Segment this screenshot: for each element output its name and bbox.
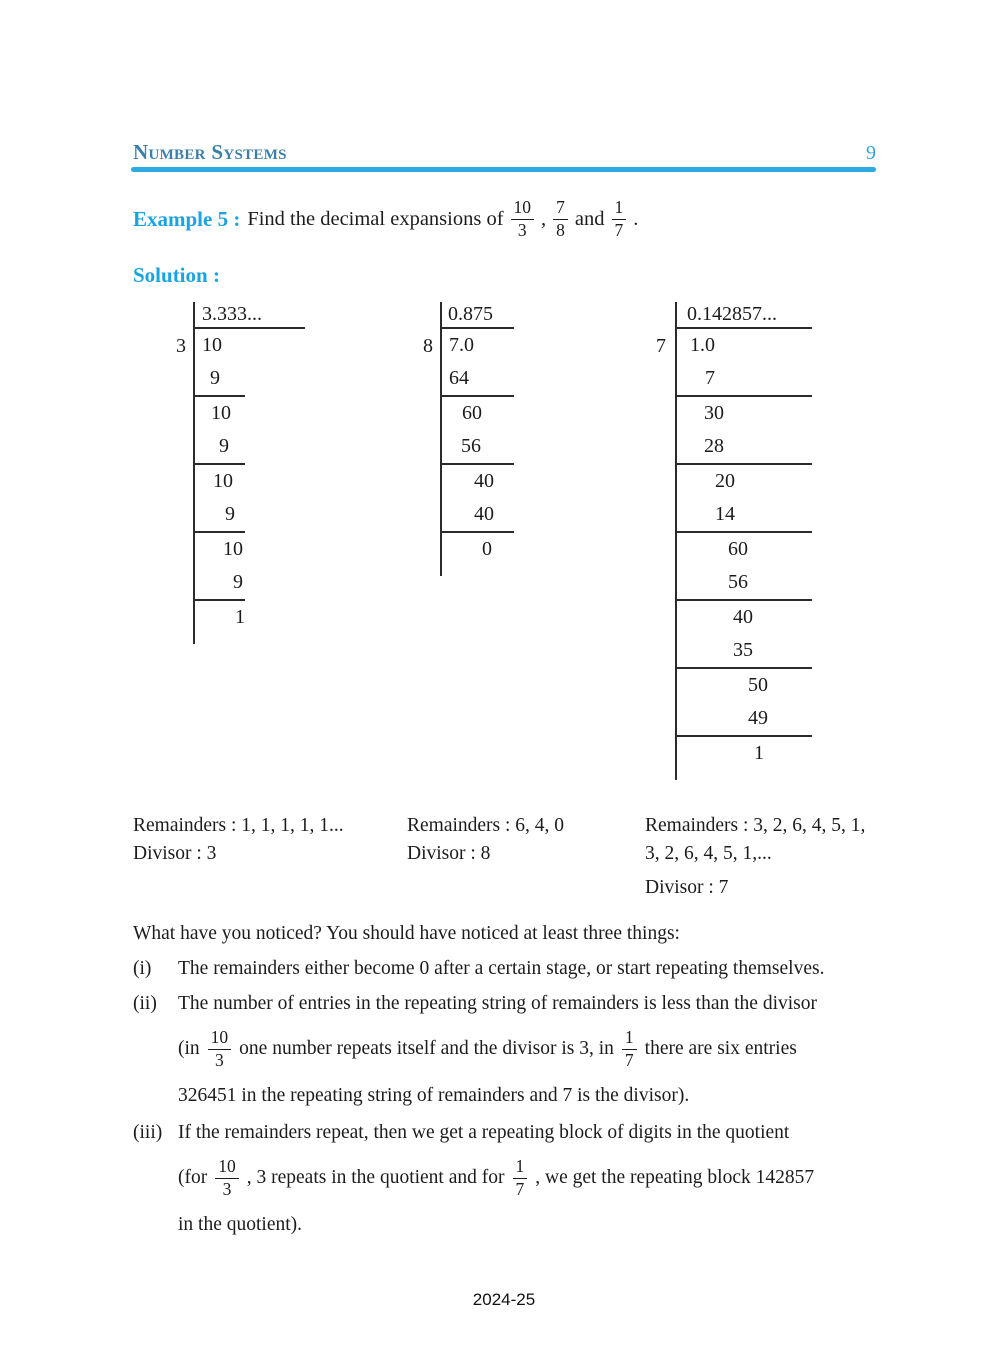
solution-heading (133, 263, 220, 288)
discussion-intro: What have you noticed? You should have noticed at least three things: (133, 923, 680, 944)
fraction-denominator: 3 (215, 1049, 224, 1070)
division-quotient: 0.142857... (687, 303, 777, 325)
text-segment: , 3 repeats in the quotient and for (246, 1167, 505, 1188)
division-divisor: 7 (656, 335, 666, 357)
subtrahend-digit: 56 (728, 571, 748, 593)
subtrahend-digit: 9 (225, 503, 235, 525)
long-division-1-by-7 (656, 302, 812, 780)
chapter-title: Number Systems (133, 140, 287, 164)
divisor-note: Divisor : 7 (645, 877, 729, 898)
example-label: Example 5 : (133, 206, 241, 231)
observation-ii (133, 986, 881, 1115)
remainders-list: Remainders : 3, 2, 6, 4, 5, 1, (645, 815, 866, 836)
division-work-column (675, 302, 812, 780)
division-work-column (193, 302, 305, 644)
long-division-7-by-8 (423, 302, 514, 576)
dividend-digit: 20 (715, 470, 735, 492)
item-text-line-3: 326451 in the repeating string of remainders and 7 is the divisor). (178, 1085, 690, 1106)
divisor-note: Divisor : 8 (407, 842, 491, 864)
subtrahend-digit: 7 (705, 367, 715, 389)
fraction-numerator: 1 (513, 1157, 528, 1179)
subtrahend-digit: 28 (704, 435, 724, 457)
item-text-line-3: in the quotient). (178, 1214, 303, 1235)
fraction-numerator: 1 (612, 198, 627, 220)
remainder-digit: 1 (754, 742, 764, 764)
dividend-digit: 30 (704, 402, 724, 424)
remainders-list: Remainders : 6, 4, 0 (407, 815, 565, 836)
long-division-10-by-3 (176, 302, 305, 644)
subtrahend-digit: 35 (733, 639, 753, 661)
remainder-digit: 0 (482, 538, 492, 560)
subtrahend-digit: 49 (748, 707, 768, 729)
item-text-line-1: If the remainders repeat, then we get a repeating block of digits in the quotient (178, 1122, 790, 1143)
example-5-statement (133, 198, 876, 240)
text-segment: there are six entries (644, 1038, 797, 1059)
fraction-denominator: 3 (222, 1178, 232, 1199)
example-text: Find the decimal expansions of (247, 207, 504, 230)
header-rule-divider (131, 167, 876, 172)
dividend-digit: 50 (748, 674, 768, 696)
item-text-line-2 (178, 1021, 881, 1077)
fraction-denominator: 7 (515, 1178, 525, 1199)
subtrahend-digit: 9 (210, 367, 220, 389)
long-division-diagrams (133, 302, 876, 807)
remainders-list-continued: 3, 2, 6, 4, 5, 1,... (645, 842, 772, 864)
remainder-digit: 1 (235, 606, 245, 628)
fraction-denominator: 3 (517, 219, 527, 240)
division-work-column (440, 302, 514, 576)
item-text: The remainders either become 0 after a certain stage, or start repeating themselves. (178, 958, 825, 979)
dividend-digit: 60 (728, 538, 748, 560)
division-quotient: 3.333... (202, 303, 262, 325)
division-divisor: 3 (176, 335, 186, 357)
division-quotient: 0.875 (448, 303, 493, 325)
discussion-section (133, 916, 881, 1244)
dividend-digit: 10 (211, 402, 231, 424)
dividend-digit: 10 (223, 538, 243, 560)
fraction-10-over-3 (215, 1157, 239, 1199)
remainders-col-1 (133, 812, 344, 867)
item-text-line-2 (178, 1150, 881, 1206)
subtrahend-digit: 9 (233, 571, 243, 593)
remainders-list: Remainders : 1, 1, 1, 1, 1... (133, 815, 344, 836)
fraction-10-over-3 (511, 198, 535, 240)
item-text-line-1: The number of entries in the repeating string of remainders is less than the divisor (178, 993, 817, 1014)
fraction-7-over-8 (553, 198, 568, 240)
period: . (633, 207, 639, 230)
remainders-col-3 (645, 812, 865, 902)
fraction-10-over-3 (208, 1028, 232, 1070)
division-divisor: 8 (423, 335, 433, 357)
page-header (133, 140, 876, 165)
fraction-numerator: 10 (215, 1157, 239, 1179)
fraction-numerator: 1 (622, 1028, 637, 1050)
subtrahend-digit: 14 (715, 503, 735, 525)
fraction-1-over-7 (612, 198, 627, 240)
dividend-digit: 1.0 (690, 334, 715, 356)
subtrahend-digit: 40 (474, 503, 494, 525)
dividend-digit: 7.0 (449, 334, 474, 356)
item-label: (iii) (133, 1122, 163, 1143)
dividend-digit: 10 (213, 470, 233, 492)
dividend-digit: 40 (474, 470, 494, 492)
and-word: and (574, 207, 605, 230)
text-segment: (in (178, 1038, 200, 1059)
fraction-denominator: 7 (624, 1049, 634, 1070)
fraction-1-over-7 (622, 1028, 637, 1070)
remainders-summary (133, 812, 883, 912)
page-number: 9 (866, 142, 876, 164)
session-year-footer: 2024-25 (472, 1290, 536, 1309)
text-segment: , we get the repeating block 142857 (535, 1167, 815, 1188)
fraction-numerator: 10 (511, 198, 535, 220)
fraction-denominator: 8 (556, 219, 565, 240)
subtrahend-digit: 56 (461, 435, 481, 457)
dividend-digit: 60 (462, 402, 482, 424)
observation-iii (133, 1115, 881, 1244)
fraction-1-over-7 (513, 1157, 528, 1199)
subtrahend-digit: 9 (219, 435, 229, 457)
dividend-digit: 10 (202, 334, 222, 356)
dividend-digit: 40 (733, 606, 753, 628)
text-segment: (for (178, 1167, 208, 1188)
subtrahend-digit: 64 (449, 367, 469, 389)
fraction-denominator: 7 (614, 219, 624, 240)
item-label: (ii) (133, 993, 157, 1014)
remainders-col-2 (407, 812, 564, 867)
observation-i (133, 951, 881, 986)
divisor-note: Divisor : 3 (133, 842, 217, 864)
solution-label: Solution : (133, 263, 220, 287)
text-segment: one number repeats itself and the divisor is 3, in (239, 1038, 614, 1059)
fraction-numerator: 7 (553, 198, 568, 220)
item-label: (i) (133, 958, 152, 979)
comma-separator: , (541, 207, 547, 230)
fraction-numerator: 10 (208, 1028, 232, 1050)
